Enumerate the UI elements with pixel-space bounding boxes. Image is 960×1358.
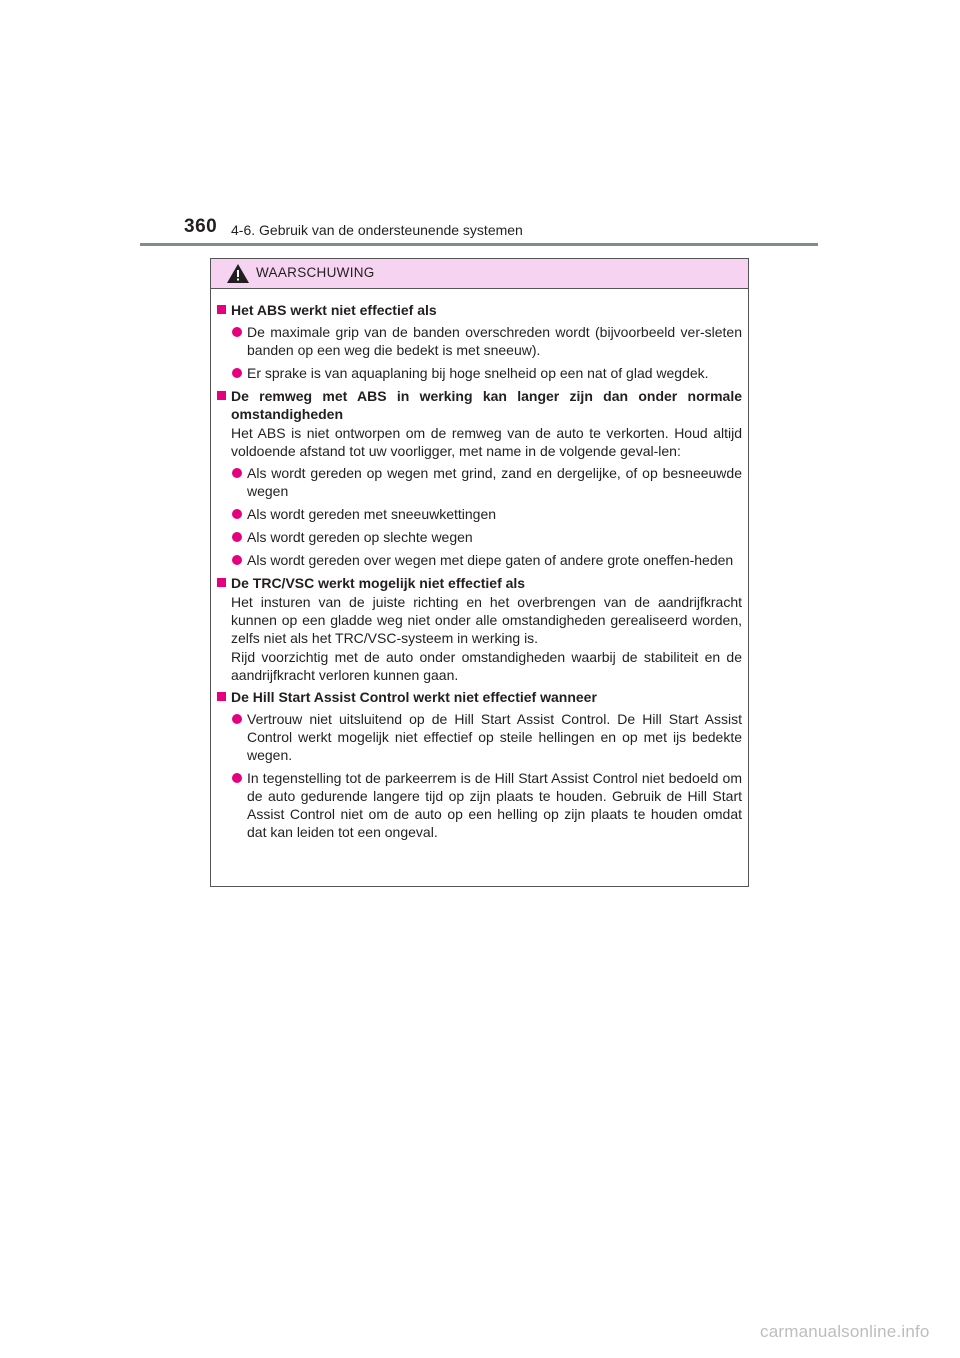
warning-section-abs — [217, 301, 742, 382]
section-paragraph: Het insturen van de juiste richting en het overbrengen van de aandrijfkracht kunnen op een gladde weg niet onder alle omstandigheden gerealiseerd worden, zelfs niet als het TRC/VSC-systeem in werking is. — [231, 594, 742, 646]
list-item — [217, 323, 742, 359]
list-item — [217, 464, 742, 500]
round-bullet-icon — [232, 468, 242, 478]
section-title: 4-6. Gebruik van de ondersteunende systemen — [231, 222, 523, 238]
list-item — [217, 551, 742, 569]
section-paragraph: Het ABS is niet ontworpen om de remweg van de auto te verkorten. Houd altijd voldoende afstand tot uw voorligger, met name in de volgende geval-len: — [231, 425, 742, 459]
section-heading-text: De remweg met ABS in werking kan langer zijn dan onder normale omstandigheden — [231, 388, 742, 422]
square-bullet-icon — [217, 305, 226, 314]
warning-section-trc-vsc — [217, 574, 742, 684]
section-heading — [217, 301, 742, 319]
list-item-text: Als wordt gereden met sneeuwkettingen — [247, 506, 497, 522]
list-item — [217, 364, 742, 382]
section-heading-text: De TRC/VSC werkt mogelijk niet effectief als — [231, 575, 526, 591]
round-bullet-icon — [232, 327, 242, 337]
list-item — [217, 505, 742, 523]
header-rule — [140, 243, 818, 246]
page-number: 360 — [184, 216, 218, 237]
round-bullet-icon — [232, 368, 242, 378]
watermark: carmanualsonline.info — [760, 1322, 930, 1341]
section-heading-text: Het ABS werkt niet effectief als — [231, 302, 437, 318]
list-item-text: Als wordt gereden op wegen met grind, zand en dergelijke, of op besneeuwde wegen — [247, 465, 742, 499]
list-item-text: In tegenstelling tot de parkeerrem is de Hill Start Assist Control niet bedoeld om de auto gedurende langere tijd op zijn plaats te houden. Gebruik de Hill Start Assist Control niet om de auto op een helling op zijn plaats te houden omdat dat kan leiden tot een ongeval. — [247, 770, 742, 840]
round-bullet-icon — [232, 532, 242, 542]
round-bullet-icon — [232, 773, 242, 783]
list-item-text: Als wordt gereden over wegen met diepe gaten of andere grote oneffen-heden — [247, 552, 734, 568]
warning-section-hill-start — [217, 688, 742, 841]
section-heading-text: De Hill Start Assist Control werkt niet effectief wanneer — [231, 689, 597, 705]
warning-title: WAARSCHUWING — [256, 265, 375, 280]
list-item-text: Vertrouw niet uitsluitend op de Hill Start Assist Control. De Hill Start Assist Control werkt mogelijk niet effectief op steile hellingen en op met ijs bedekte wegen. — [247, 711, 742, 763]
warning-triangle-icon — [227, 264, 249, 283]
square-bullet-icon — [217, 578, 226, 587]
list-item-text: Er sprake is van aquaplaning bij hoge snelheid op een nat of glad wegdek. — [247, 365, 709, 381]
square-bullet-icon — [217, 692, 226, 701]
square-bullet-icon — [217, 391, 226, 400]
warning-body — [211, 289, 748, 841]
section-heading — [217, 387, 742, 423]
section-heading — [217, 574, 742, 592]
round-bullet-icon — [232, 714, 242, 724]
list-item — [217, 710, 742, 764]
list-item — [217, 769, 742, 841]
warning-box — [210, 258, 749, 887]
round-bullet-icon — [232, 555, 242, 565]
list-item — [217, 528, 742, 546]
list-item-text: De maximale grip van de banden overschreden wordt (bijvoorbeeld ver-sleten banden op een weg die bedekt is met sneeuw). — [247, 324, 742, 358]
section-paragraph: Rijd voorzichtig met de auto onder omstandigheden waarbij de stabiliteit en de aandrijfkracht verloren kunnen gaan. — [231, 649, 742, 683]
round-bullet-icon — [232, 509, 242, 519]
warning-header — [211, 259, 748, 289]
section-heading — [217, 688, 742, 706]
list-item-text: Als wordt gereden op slechte wegen — [247, 529, 473, 545]
warning-section-brake-distance — [217, 387, 742, 569]
